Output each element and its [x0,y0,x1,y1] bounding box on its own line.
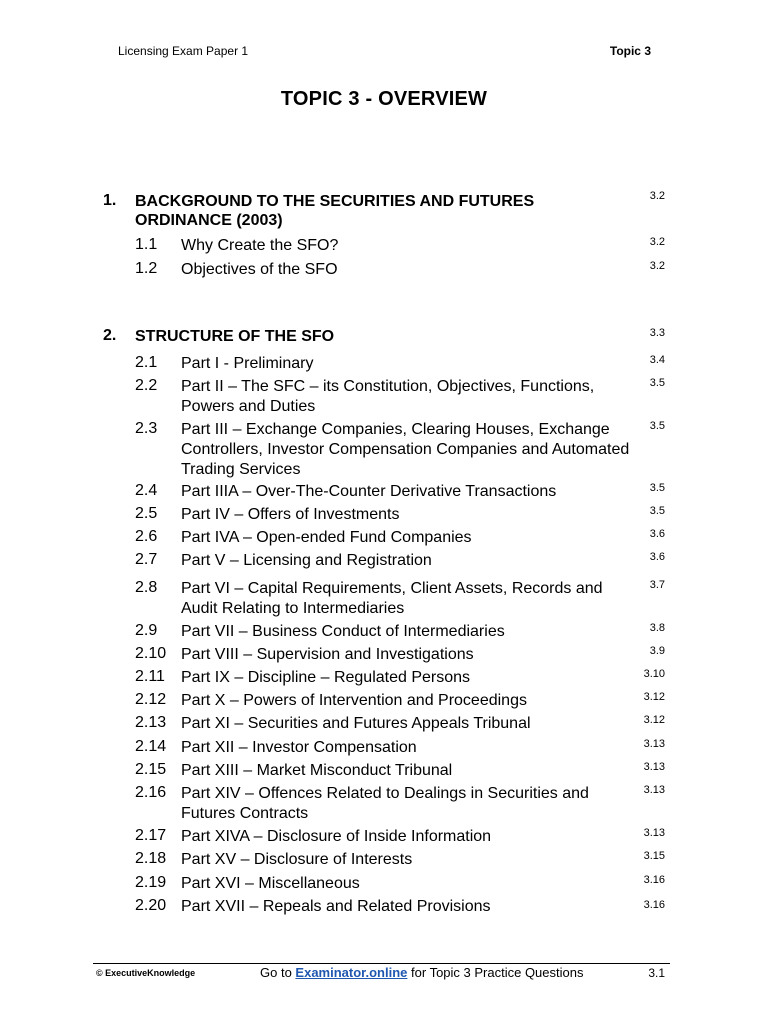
item-title: Part IIIA – Over-The-Counter Derivative Transactions [181,483,557,500]
footer-promo-prefix: Go to [260,965,296,980]
section-page: 3.2 [649,190,665,202]
item-title: Part IX – Discipline – Regulated Persons [181,669,471,686]
section-number: 1. [103,192,117,209]
item-page: 3.5 [649,420,665,432]
item-page: 3.5 [649,377,665,389]
item-page: 3.13 [643,827,665,839]
item-page: 3.13 [643,784,665,796]
item-title: Part IVA – Open-ended Fund Companies [181,529,472,546]
item-page: 3.5 [649,505,665,517]
section-title: STRUCTURE OF THE SFO [135,328,335,345]
item-number: 2.2 [135,377,158,394]
item-title: Why Create the SFO? [181,237,339,254]
item-number: 2.4 [135,482,158,499]
item-number: 2.18 [135,850,167,867]
item-number: 2.8 [135,579,158,596]
item-page: 3.15 [643,850,665,862]
item-title: Part X – Powers of Intervention and Proceedings [181,692,527,709]
item-page: 3.13 [643,761,665,773]
item-page: 3.7 [649,579,665,591]
item-page: 3.8 [649,622,665,634]
page-title: TOPIC 3 - OVERVIEW [280,88,488,110]
item-number: 2.19 [135,874,167,891]
item-number: 2.14 [135,738,167,755]
item-page: 3.2 [649,236,665,248]
footer-divider [93,963,670,964]
footer-page-number: 3.1 [648,966,665,980]
item-number: 2.11 [135,668,165,685]
item-title: Part XII – Investor Compensation [181,739,417,756]
footer-promo [260,965,583,980]
item-page: 3.6 [649,551,665,563]
item-page: 3.12 [643,714,665,726]
item-title: Part III – Exchange Companies, Clearing Houses, Exchange Controllers, Investor Compensation Companies and Automated Trading Services [181,421,630,478]
running-header-right: Topic 3 [609,44,651,58]
item-title: Part XVI – Miscellaneous [181,875,360,892]
running-header-left: Licensing Exam Paper 1 [118,44,249,58]
section-number: 2. [103,327,117,344]
item-number: 1.2 [135,260,158,277]
footer-promo-suffix: for Topic 3 Practice Questions [407,965,584,980]
item-page: 3.16 [643,899,665,911]
item-number: 2.12 [135,691,167,708]
item-number: 2.6 [135,528,158,545]
item-title: Part II – The SFC – its Constitution, Objectives, Functions, Powers and Duties [181,378,595,415]
item-title: Part VIII – Supervision and Investigations [181,646,474,663]
item-page: 3.10 [643,668,665,680]
item-page: 3.5 [649,482,665,494]
section-page: 3.3 [649,327,665,339]
item-title: Part XIV – Offences Related to Dealings in Securities and Futures Contracts [181,785,589,822]
footer-copyright: © ExecutiveKnowledge [96,968,196,978]
item-title: Part XIII – Market Misconduct Tribunal [181,762,453,779]
item-page: 3.12 [643,691,665,703]
item-number: 2.9 [135,622,158,639]
item-page: 3.2 [649,260,665,272]
item-title: Objectives of the SFO [181,261,338,278]
item-page: 3.13 [643,738,665,750]
item-title: Part IV – Offers of Investments [181,506,400,523]
item-title: Part VI – Capital Requirements, Client Assets, Records and Audit Relating to Intermediaries [181,580,603,617]
item-page: 3.16 [643,874,665,886]
item-number: 2.20 [135,897,167,914]
item-title: Part V – Licensing and Registration [181,552,432,569]
item-title: Part XIVA – Disclosure of Inside Information [181,828,492,845]
item-title: Part I - Preliminary [181,355,314,372]
item-title: Part XI – Securities and Futures Appeals Tribunal [181,715,531,732]
examinator-link[interactable]: Examinator.online [295,965,408,980]
item-title: Part VII – Business Conduct of Intermediaries [181,623,505,640]
item-number: 2.16 [135,784,167,801]
item-number: 2.10 [135,645,167,662]
item-page: 3.6 [649,528,665,540]
item-title: Part XVII – Repeals and Related Provisions [181,898,491,915]
item-page: 3.9 [649,645,665,657]
item-number: 2.13 [135,714,167,731]
item-page: 3.4 [649,354,665,366]
item-number: 2.17 [135,827,167,844]
section-title: BACKGROUND TO THE SECURITIES AND FUTURES ORDINANCE (2003) [135,193,535,229]
item-title: Part XV – Disclosure of Interests [181,851,413,868]
item-number: 2.15 [135,761,167,778]
item-number: 1.1 [135,236,158,253]
item-number: 2.3 [135,420,158,437]
item-number: 2.1 [135,354,158,371]
item-number: 2.5 [135,505,158,522]
item-number: 2.7 [135,551,158,568]
